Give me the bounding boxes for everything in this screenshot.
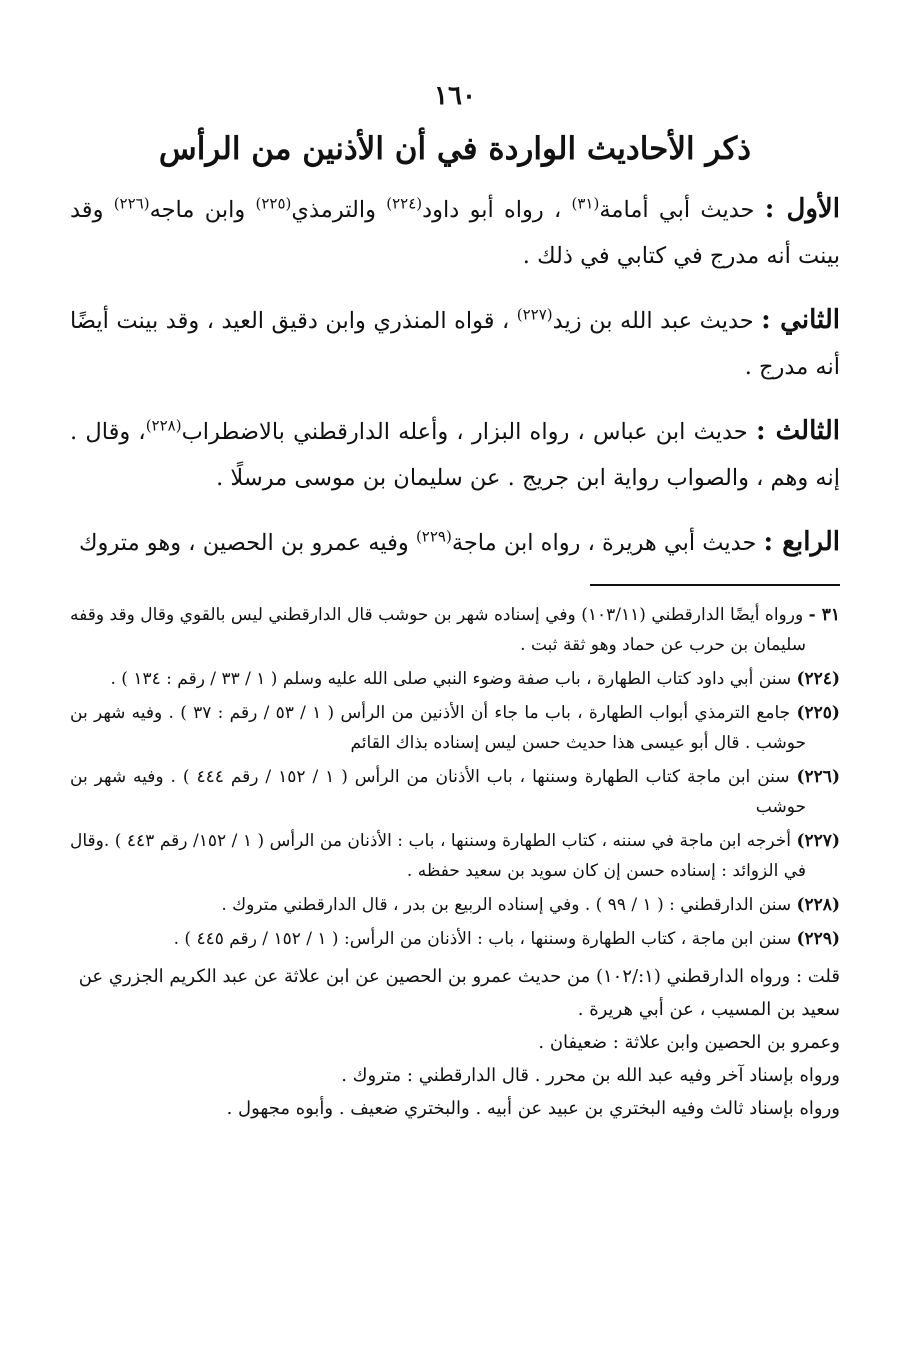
footnote-number: (٢٢٧) (796, 831, 840, 851)
hadith-list (70, 186, 840, 566)
footnote-number: (٢٢٨) (796, 895, 840, 915)
hadith-paragraph (70, 297, 840, 390)
hadith-paragraph (70, 186, 840, 279)
hadith-text: وفيه عمرو بن الحصين ، وهو متروك (78, 530, 416, 556)
hadith-label: الثاني : (761, 305, 840, 335)
footnote-number: (٢٢٦) (796, 767, 840, 787)
editor-note (70, 960, 840, 1125)
footnote-divider (590, 584, 840, 586)
note-line: وعمرو بن الحصين وابن علاثة : ضعيفان . (538, 1032, 840, 1053)
footnote-item (70, 664, 840, 694)
footnote-number: ٣١ - (808, 605, 841, 625)
footnote-number: (٢٢٥) (796, 703, 840, 723)
footnote-item (70, 890, 840, 920)
hadith-text: ، قواه المنذري وابن دقيق العيد ، وقد بينت أيضًا أنه مدرج . (70, 308, 840, 380)
note-line: ورواه بإسناد آخر وفيه عبد الله بن محرر . قال الدارقطني : متروك . (341, 1065, 840, 1086)
footnote-item (70, 762, 840, 822)
footnote-text: أخرجه ابن ماجة في سننه ، كتاب الطهارة وسننها ، باب : الأذنان من الرأس ( ١ / ١٥٢/ رقم ٤٤٣ ) .وقال في الزوائد : إسناده حسن إن كان سويد بن سعيد حفظه . (70, 831, 806, 881)
hadith-text: وقد بينت أنه مدرج في كتابي في ذلك . (70, 197, 840, 269)
note-line: قلت : ورواه الدارقطني (١:/١٠٢) من حديث عمرو بن الحصين عن ابن علاثة عن عبد الكريم الجزري عن سعيد بن المسيب ، عن أبي هريرة . (78, 966, 840, 1020)
hadith-text: والترمذي (291, 197, 387, 223)
hadith-text: حديث ابن عباس ، رواه البزار ، وأعله الدارقطني بالاضطراب (181, 419, 756, 445)
footnote-text: جامع الترمذي أبواب الطهارة ، باب ما جاء أن الأذنين من الرأس ( ١ / ٥٣ / رقم : ٣٧ ) . وفيه شهر بن حوشب . قال أبو عيسى هذا حديث حسن ليس إسناده بذاك القائم (70, 703, 806, 753)
hadith-text: ، وقال . إنه وهم ، والصواب رواية ابن جريج . عن سليمان بن موسى مرسلًا . (70, 419, 840, 491)
hadith-text: ، رواه أبو داود (422, 197, 572, 223)
footnote-item (70, 924, 840, 954)
hadith-text: حديث عبد الله بن زيد (552, 308, 762, 334)
hadith-paragraph (70, 519, 840, 566)
footnote-reference: (٢٢٤) (386, 194, 423, 213)
footnote-text: سنن ابن ماجة ، كتاب الطهارة وسننها ، باب : الأذنان من الرأس: ( ١ / ١٥٢ / رقم ٤٤٥ ) . (173, 929, 797, 949)
hadith-label: الأول : (764, 194, 840, 224)
hadith-label: الثالث : (755, 416, 841, 446)
hadith-text: حديث أبي هريرة ، رواه ابن ماجة (451, 530, 764, 556)
footnote-reference: (٢٢٩) (415, 527, 452, 546)
footnote-reference: (٢٢٨) (145, 416, 182, 435)
footnote-text: سنن أبي داود كتاب الطهارة ، باب صفة وضوء النبي صلى الله عليه وسلم ( ١ / ٣٣ / رقم : ١٣٤ ) . (110, 669, 797, 689)
footnote-text: ورواه أيضًا الدارقطني (١٠٣/١١) وفي إسناده شهر بن حوشب قال الدارقطني ليس بالقوي وقال وقد وقفه سليمان بن حرب عن حماد وهو ثقة ثبت . (70, 605, 809, 655)
hadith-paragraph (70, 408, 840, 501)
footnote-reference: (٢٢٥) (255, 194, 292, 213)
page-number: ١٦٠ (434, 81, 476, 111)
book-page (70, 80, 840, 1125)
footnote-list (70, 600, 840, 954)
chapter-title: ذكر الأحاديث الواردة في أن الأذنين من الرأس (158, 131, 752, 167)
footnote-number: (٢٢٤) (796, 669, 840, 689)
footnote-text: سنن ابن ماجة كتاب الطهارة وسننها ، باب الأذنان من الرأس ( ١ / ١٥٢ / رقم ٤٤٤ ) . وفيه شهر بن حوشب (70, 767, 806, 817)
note-line: ورواه بإسناد ثالث وفيه البختري بن عبيد عن أبيه . والبختري ضعيف . وأبوه مجهول . (226, 1098, 840, 1119)
footnote-item (70, 600, 840, 660)
footnote-reference: (٢٢٧) (516, 305, 553, 324)
hadith-text: وابن ماجه (149, 197, 256, 223)
footnote-reference: (٣١) (571, 194, 600, 213)
footnote-item (70, 826, 840, 886)
hadith-label: الرابع : (763, 527, 840, 557)
footnote-reference: (٢٢٦) (113, 194, 150, 213)
hadith-text: حديث أبي أمامة (599, 197, 765, 223)
footnote-item (70, 698, 840, 758)
footnote-text: سنن الدارقطني : ( ١ / ٩٩ ) . وفي إسناده الربيع بن بدر ، قال الدارقطني متروك . (221, 895, 797, 915)
footnote-number: (٢٢٩) (796, 929, 840, 949)
